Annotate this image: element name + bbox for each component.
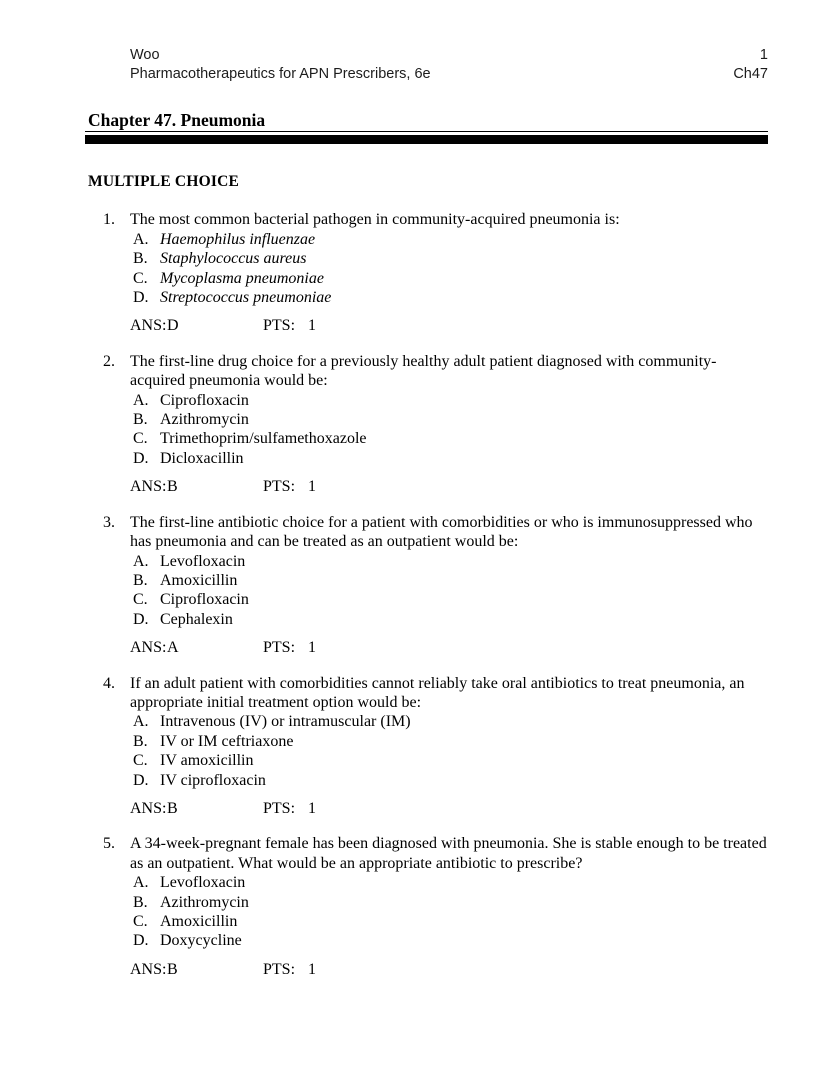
answer-row bbox=[130, 799, 768, 818]
option-text: Azithromycin bbox=[160, 893, 249, 911]
option-text: IV or IM ceftriaxone bbox=[160, 732, 294, 750]
answer-option bbox=[130, 552, 768, 571]
points-label: PTS: bbox=[263, 317, 296, 335]
option-text: Mycoplasma pneumoniae bbox=[160, 269, 324, 287]
option-text: Staphylococcus aureus bbox=[160, 250, 307, 268]
chapter-title: Chapter 47. Pneumonia bbox=[85, 111, 768, 132]
answer-label: ANS: bbox=[130, 317, 167, 335]
option-letter: C. bbox=[133, 591, 148, 609]
section-heading: MULTIPLE CHOICE bbox=[88, 173, 239, 190]
option-letter: C. bbox=[133, 752, 148, 770]
question-item bbox=[88, 513, 768, 658]
options-list bbox=[130, 391, 768, 469]
question-number: 2. bbox=[103, 352, 115, 370]
option-text: IV amoxicillin bbox=[160, 752, 254, 770]
option-letter: D. bbox=[133, 449, 149, 467]
answer-label: ANS: bbox=[130, 799, 167, 817]
question-text: The first-line antibiotic choice for a patient with comorbidities or who is immunosuppressed who has pneumonia and can be treated as an outpatient would be: bbox=[130, 513, 753, 551]
answer-option bbox=[130, 391, 768, 410]
answer-row bbox=[130, 316, 768, 335]
options-list bbox=[130, 712, 768, 790]
answer-option bbox=[130, 912, 768, 931]
running-header bbox=[130, 46, 768, 83]
option-letter: C. bbox=[133, 430, 148, 448]
answer-option bbox=[130, 893, 768, 912]
answer-option bbox=[130, 931, 768, 950]
option-letter: B. bbox=[133, 893, 148, 911]
option-letter: D. bbox=[133, 610, 149, 628]
option-letter: A. bbox=[133, 713, 149, 731]
answer-option bbox=[130, 732, 768, 751]
question-number: 4. bbox=[103, 674, 115, 692]
answer-option bbox=[130, 873, 768, 892]
header-left bbox=[130, 46, 431, 83]
question-text: The most common bacterial pathogen in community-acquired pneumonia is: bbox=[130, 211, 620, 229]
question-text: The first-line drug choice for a previously healthy adult patient diagnosed with community-acquired pneumonia would be: bbox=[130, 352, 717, 390]
points-label: PTS: bbox=[263, 639, 296, 657]
answer-value: B bbox=[167, 799, 178, 817]
option-letter: A. bbox=[133, 391, 149, 409]
option-letter: B. bbox=[133, 571, 148, 589]
option-text: Dicloxacillin bbox=[160, 449, 244, 467]
chapter-heading-block bbox=[85, 111, 768, 144]
answer-option bbox=[130, 249, 768, 268]
option-letter: C. bbox=[133, 269, 148, 287]
answer-label: ANS: bbox=[130, 639, 167, 657]
option-letter: A. bbox=[133, 552, 149, 570]
answer-value: D bbox=[167, 317, 179, 335]
option-text: Levofloxacin bbox=[160, 874, 246, 892]
option-text: Amoxicillin bbox=[160, 913, 238, 930]
option-letter: C. bbox=[133, 913, 148, 930]
question-item bbox=[88, 352, 768, 497]
answer-label: ANS: bbox=[130, 960, 167, 978]
option-text: Ciprofloxacin bbox=[160, 591, 249, 609]
questions-list bbox=[88, 210, 768, 979]
points-label: PTS: bbox=[263, 799, 296, 817]
points-value: 1 bbox=[308, 317, 316, 335]
answer-row bbox=[130, 638, 768, 657]
question-item bbox=[88, 210, 768, 335]
options-list bbox=[130, 552, 768, 630]
header-chapter-ref: Ch47 bbox=[733, 65, 768, 82]
chapter-heading-bar bbox=[85, 135, 768, 144]
option-text: IV ciprofloxacin bbox=[160, 771, 266, 789]
options-list bbox=[130, 873, 768, 951]
answer-option bbox=[130, 288, 768, 307]
answer-option bbox=[130, 230, 768, 249]
option-letter: D. bbox=[133, 771, 149, 789]
header-right bbox=[733, 46, 768, 83]
question-item bbox=[88, 834, 768, 979]
answer-value: B bbox=[167, 478, 178, 496]
options-list bbox=[130, 230, 768, 308]
answer-option bbox=[130, 410, 768, 429]
answer-option bbox=[130, 590, 768, 609]
answer-option bbox=[130, 269, 768, 288]
option-text: Streptococcus pneumoniae bbox=[160, 289, 332, 307]
option-letter: A. bbox=[133, 230, 149, 248]
answer-value: A bbox=[167, 639, 179, 657]
header-book-title: Pharmacotherapeutics for APN Prescribers, 6e bbox=[130, 65, 431, 82]
answer-option bbox=[130, 571, 768, 590]
question-number: 1. bbox=[103, 211, 115, 229]
option-text: Doxycycline bbox=[160, 932, 242, 950]
points-label: PTS: bbox=[263, 478, 296, 496]
points-value: 1 bbox=[308, 799, 316, 817]
page-content bbox=[88, 172, 768, 995]
answer-row bbox=[130, 960, 768, 979]
points-label: PTS: bbox=[263, 960, 296, 978]
points-value: 1 bbox=[308, 478, 316, 496]
option-letter: D. bbox=[133, 932, 149, 950]
question-text: If an adult patient with comorbidities cannot reliably take oral antibiotics to treat pneumonia, an appropriate initial treatment option would be: bbox=[130, 674, 745, 711]
question-number: 5. bbox=[103, 835, 115, 853]
option-text: Amoxicillin bbox=[160, 571, 238, 589]
question-text: A 34-week-pregnant female has been diagnosed with pneumonia. She is stable enough to be treated as an outpatient. What would be an appropriate antibiotic to prescribe? bbox=[130, 835, 767, 872]
answer-value: B bbox=[167, 960, 178, 978]
answer-option bbox=[130, 771, 768, 790]
question-number: 3. bbox=[103, 513, 115, 531]
option-text: Levofloxacin bbox=[160, 552, 246, 570]
answer-row bbox=[130, 477, 768, 496]
answer-option bbox=[130, 610, 768, 629]
option-letter: A. bbox=[133, 874, 149, 892]
option-text: Ciprofloxacin bbox=[160, 391, 249, 409]
header-author: Woo bbox=[130, 47, 160, 63]
option-text: Intravenous (IV) or intramuscular (IM) bbox=[160, 713, 411, 731]
option-letter: B. bbox=[133, 732, 148, 750]
points-value: 1 bbox=[308, 960, 316, 978]
answer-option bbox=[130, 751, 768, 770]
header-page-number: 1 bbox=[759, 47, 768, 63]
option-text: Trimethoprim/sulfamethoxazole bbox=[160, 430, 367, 448]
option-letter: B. bbox=[133, 250, 148, 268]
question-item bbox=[88, 674, 768, 819]
answer-option bbox=[130, 449, 768, 468]
points-value: 1 bbox=[308, 639, 316, 657]
answer-option bbox=[130, 429, 768, 448]
answer-option bbox=[130, 712, 768, 731]
answer-label: ANS: bbox=[130, 478, 167, 496]
option-letter: D. bbox=[133, 289, 149, 307]
option-letter: B. bbox=[133, 411, 148, 429]
option-text: Cephalexin bbox=[160, 610, 233, 628]
option-text: Azithromycin bbox=[160, 411, 249, 429]
option-text: Haemophilus influenzae bbox=[160, 230, 316, 248]
